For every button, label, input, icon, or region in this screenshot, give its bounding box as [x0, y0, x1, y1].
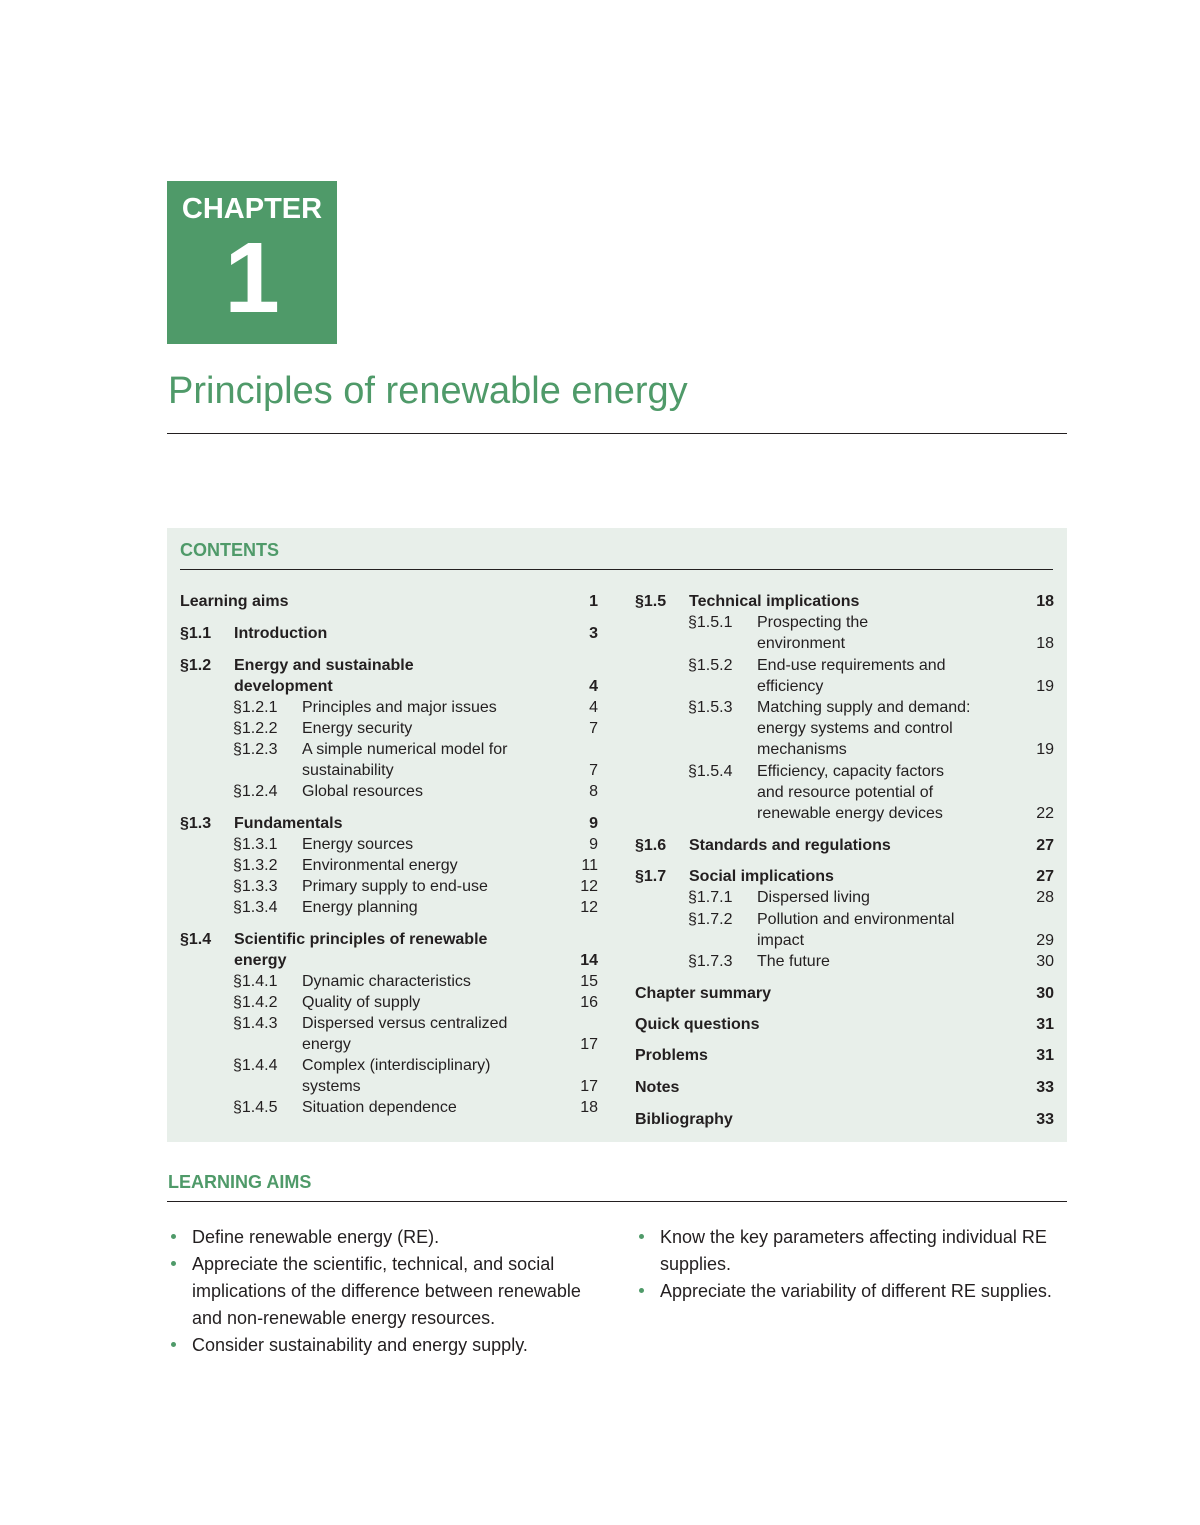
toc-section-title: Chapter summary [635, 985, 772, 1002]
toc-section-number: §1.6 [635, 837, 667, 854]
toc-page-number: 17 [580, 1078, 598, 1095]
toc-entry [180, 834, 598, 855]
toc-entry [635, 951, 1054, 972]
toc-section-number: §1.2.3 [233, 741, 278, 758]
toc-entry [635, 1109, 1054, 1130]
toc-page-number: 12 [580, 878, 598, 895]
toc-section-number: §1.4.1 [233, 973, 278, 990]
toc-section-title: Problems [635, 1047, 708, 1064]
toc-section-title: Matching supply and demand: [757, 699, 971, 716]
toc-page-number: 7 [589, 720, 598, 737]
toc-section-title: Energy security [302, 720, 413, 737]
learning-aim-text: Appreciate the scientific, technical, and social implications of the difference between renewable and non-renewable energy resources. [192, 1254, 581, 1328]
toc-section-number: §1.7 [635, 868, 667, 885]
toc-page-number: 12 [580, 899, 598, 916]
toc-page-number: 1 [589, 593, 598, 610]
learning-aim-item [168, 1251, 600, 1332]
toc-section-number: §1.5.2 [688, 657, 733, 674]
toc-section-number: §1.7.2 [688, 911, 733, 928]
toc-entry [635, 655, 1054, 676]
toc-page-number: 27 [1036, 868, 1054, 885]
learning-aim-text: Define renewable energy (RE). [192, 1227, 440, 1247]
toc-section-title: Complex (interdisciplinary) [302, 1057, 491, 1074]
toc-entry [635, 676, 1054, 697]
toc-section-number: §1.4.2 [233, 994, 278, 1011]
toc-page-number: 11 [581, 857, 598, 874]
toc-entry [180, 971, 598, 992]
toc-entry [635, 1014, 1054, 1035]
toc-section-title: Scientific principles of renewable [234, 931, 488, 948]
toc-entry [180, 591, 598, 612]
learning-aim-item [636, 1224, 1068, 1278]
toc-page-number: 31 [1036, 1047, 1054, 1064]
toc-entry [635, 983, 1054, 1004]
toc-entry [180, 1034, 598, 1055]
toc-page-number: 4 [589, 699, 598, 716]
toc-section-number: §1.2.4 [233, 783, 278, 800]
learning-aim-item [168, 1224, 600, 1251]
toc-page-number: 18 [1036, 593, 1054, 610]
chapter-title: Principles of renewable energy [168, 370, 688, 412]
toc-page-number: 9 [589, 815, 598, 832]
toc-entry [180, 855, 598, 876]
toc-entry [180, 697, 598, 718]
toc-page-number: 30 [1036, 953, 1054, 970]
toc-section-title: Efficiency, capacity factors [757, 763, 945, 780]
toc-section-title: Energy sources [302, 836, 414, 853]
toc-entry [635, 887, 1054, 908]
toc-section-title: Energy planning [302, 899, 418, 916]
toc-entry [180, 623, 598, 644]
toc-section-title: Notes [635, 1079, 680, 1096]
toc-entry [635, 718, 1054, 739]
toc-entry [180, 1055, 598, 1076]
toc-section-title: Situation dependence [302, 1099, 457, 1116]
bullet-icon [171, 1342, 176, 1347]
toc-section-number: §1.3.2 [233, 857, 278, 874]
toc-entry [180, 813, 598, 834]
toc-entry [635, 930, 1054, 951]
bullet-icon [639, 1234, 644, 1239]
toc-section-title: End-use requirements and [757, 657, 946, 674]
toc-section-number: §1.4.3 [233, 1015, 278, 1032]
learning-aim-item [168, 1332, 600, 1359]
toc-section-title: development [234, 678, 333, 695]
toc-page-number: 14 [580, 952, 598, 969]
learning-aim-text: Consider sustainability and energy supply. [192, 1335, 528, 1355]
learning-aim-item [636, 1278, 1068, 1305]
toc-section-number: §1.2 [180, 657, 212, 674]
toc-entry [635, 739, 1054, 760]
toc-section-title: Primary supply to end-use [302, 878, 488, 895]
toc-section-title: energy systems and control [757, 720, 953, 737]
toc-section-title: mechanisms [757, 741, 847, 758]
contents-panel [167, 528, 1067, 1142]
toc-section-number: §1.1 [180, 625, 212, 642]
toc-section-title: The future [757, 953, 830, 970]
toc-entry [635, 697, 1054, 718]
toc-section-number: §1.4.5 [233, 1099, 278, 1116]
toc-section-title: Global resources [302, 783, 423, 800]
toc-section-title: and resource potential of [757, 784, 934, 801]
toc-entry [180, 950, 598, 971]
learning-aim-text: Know the key parameters affecting individual RE supplies. [660, 1227, 1047, 1274]
toc-section-title: energy [234, 952, 287, 969]
toc-section-number: §1.3 [180, 815, 212, 832]
toc-entry [635, 612, 1054, 633]
bullet-icon [639, 1288, 644, 1293]
learning-aim-text: Appreciate the variability of different RE supplies. [660, 1281, 1052, 1301]
toc-entry [180, 760, 598, 781]
toc-entry [180, 718, 598, 739]
toc-entry [180, 929, 598, 950]
toc-entry [635, 866, 1054, 887]
learning-aims-heading: LEARNING AIMS [168, 1172, 312, 1192]
toc-page-number: 31 [1036, 1016, 1054, 1033]
toc-page-number: 7 [589, 762, 598, 779]
toc-section-title: Social implications [689, 868, 834, 885]
toc-section-title: Standards and regulations [689, 837, 891, 854]
toc-section-number: §1.4.4 [233, 1057, 278, 1074]
toc-section-title: energy [302, 1036, 351, 1053]
toc-entry [635, 761, 1054, 782]
toc-page-number: 18 [1036, 635, 1054, 652]
toc-entry [180, 1097, 598, 1118]
toc-entry [180, 1076, 598, 1097]
toc-entry [180, 655, 598, 676]
toc-section-title: Technical implications [689, 593, 860, 610]
toc-section-title: Dispersed living [757, 889, 870, 906]
toc-section-number: §1.2.2 [233, 720, 278, 737]
toc-entry [180, 781, 598, 802]
toc-entry [635, 591, 1054, 612]
toc-section-title: Energy and sustainable [234, 657, 414, 674]
chapter-number: 1 [224, 222, 280, 334]
bullet-icon [171, 1261, 176, 1266]
toc-entry [635, 909, 1054, 930]
toc-page-number: 27 [1036, 837, 1054, 854]
toc-section-title: Introduction [234, 625, 328, 642]
toc-page-number: 4 [589, 678, 598, 695]
chapter-label: CHAPTER [181, 193, 323, 225]
toc-page-number: 29 [1036, 932, 1054, 949]
toc-entry [635, 782, 1054, 803]
toc-page-number: 28 [1036, 889, 1054, 906]
toc-section-title: Dispersed versus centralized [302, 1015, 508, 1032]
toc-section-number: §1.7.3 [688, 953, 733, 970]
toc-page-number: 17 [580, 1036, 598, 1053]
toc-entry [180, 992, 598, 1013]
toc-section-title: Learning aims [180, 593, 289, 610]
toc-section-title: A simple numerical model for [302, 741, 508, 758]
toc-section-title: renewable energy devices [757, 805, 943, 822]
toc-section-number: §1.5.3 [688, 699, 733, 716]
contents-heading: CONTENTS [180, 540, 279, 560]
toc-section-title: Pollution and environmental [757, 911, 955, 928]
toc-page-number: 19 [1036, 741, 1054, 758]
toc-entry [180, 1013, 598, 1034]
toc-page-number: 16 [580, 994, 598, 1011]
bullet-icon [171, 1234, 176, 1239]
toc-page-number: 3 [589, 625, 598, 642]
toc-page-number: 19 [1036, 678, 1054, 695]
toc-section-number: §1.5.1 [688, 614, 733, 631]
learning-aims-right [636, 1224, 1068, 1305]
toc-entry [180, 676, 598, 697]
toc-section-title: Quick questions [635, 1016, 760, 1033]
toc-section-title: environment [757, 635, 846, 652]
toc-page-number: 22 [1036, 805, 1054, 822]
toc-section-title: Bibliography [635, 1111, 733, 1128]
toc-entry [635, 1045, 1054, 1066]
toc-entry [180, 876, 598, 897]
title-divider [167, 433, 1067, 434]
toc-section-number: §1.7.1 [688, 889, 733, 906]
chapter-badge [167, 181, 337, 344]
toc-section-title: Dynamic characteristics [302, 973, 471, 990]
toc-page-number: 9 [589, 836, 598, 853]
toc-page-number: 33 [1036, 1111, 1054, 1128]
toc-entry [635, 803, 1054, 824]
toc-section-title: Fundamentals [234, 815, 343, 832]
toc-section-title: efficiency [757, 678, 824, 695]
contents-divider [180, 569, 1053, 570]
toc-page-number: 8 [589, 783, 598, 800]
toc-section-title: sustainability [302, 762, 394, 779]
toc-section-number: §1.3.4 [233, 899, 278, 916]
toc-section-title: Environmental energy [302, 857, 458, 874]
toc-section-title: systems [302, 1078, 361, 1095]
toc-page-number: 33 [1036, 1079, 1054, 1096]
toc-entry [635, 1077, 1054, 1098]
toc-entry [180, 897, 598, 918]
toc-entry [635, 835, 1054, 856]
toc-section-title: Principles and major issues [302, 699, 497, 716]
toc-section-title: Prospecting the [757, 614, 869, 631]
toc-page-number: 30 [1036, 985, 1054, 1002]
toc-page-number: 15 [580, 973, 598, 990]
toc-section-number: §1.5 [635, 593, 667, 610]
toc-page-number: 18 [580, 1099, 598, 1116]
toc-entry [635, 633, 1054, 654]
learning-aims-left [168, 1224, 600, 1359]
toc-section-number: §1.3.1 [233, 836, 278, 853]
toc-entry [180, 739, 598, 760]
learning-aims-divider [167, 1201, 1067, 1202]
toc-section-number: §1.5.4 [688, 763, 733, 780]
toc-section-title: Quality of supply [302, 994, 421, 1011]
toc-section-number: §1.3.3 [233, 878, 278, 895]
toc-section-number: §1.2.1 [233, 699, 278, 716]
toc-section-title: impact [757, 932, 805, 949]
toc-section-number: §1.4 [180, 931, 212, 948]
